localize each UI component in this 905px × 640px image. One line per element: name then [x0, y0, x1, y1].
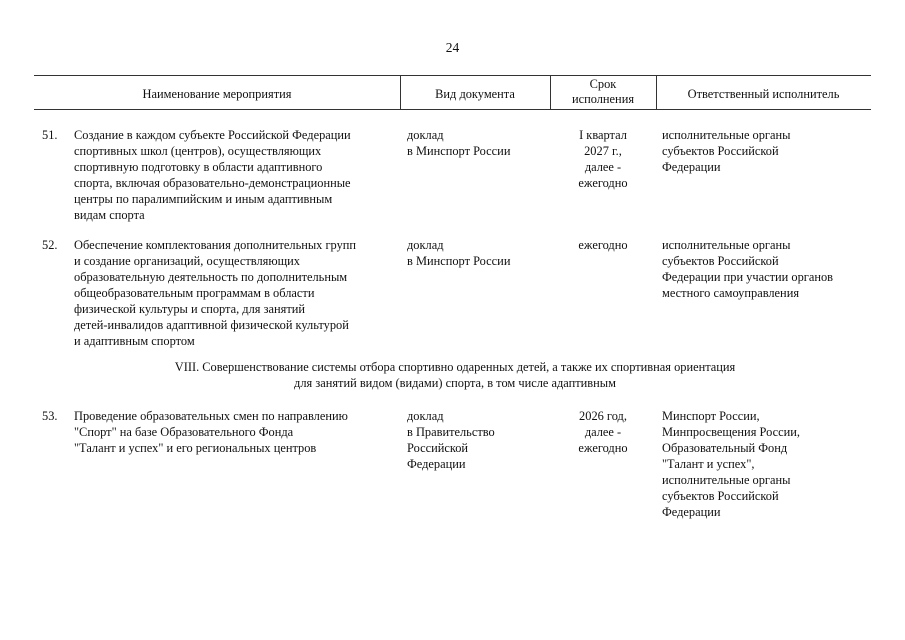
header-name: Наименование мероприятия: [142, 87, 292, 101]
row-deadline: I квартал 2027 г., далее - ежегодно: [578, 128, 628, 190]
row-deadline: ежегодно: [578, 238, 628, 252]
row-deadline: 2026 год, далее - ежегодно: [578, 409, 628, 455]
section-title: VIII. Совершенствование системы отбора спортивно одаренных детей, а также их спортивная ориентация для занятий видом (видами) спорта, в том числе адаптивным: [174, 360, 736, 390]
row-number: 52.: [42, 238, 58, 252]
row-executor: исполнительные органы субъектов Российской Федерации: [662, 128, 791, 174]
table-header-rule: [34, 109, 871, 110]
row-doc-type: доклад в Минспорт России: [407, 128, 511, 158]
row-executor: Минспорт России, Минпросвещения России, Образовательный Фонд "Талант и успех", исполнительные органы субъектов Российской Федерации: [662, 409, 800, 519]
row-number: 51.: [42, 128, 58, 142]
row-doc-type: доклад в Правительство Российской Федерации: [407, 409, 495, 471]
row-doc-type: доклад в Минспорт России: [407, 238, 511, 268]
row-name: Проведение образовательных смен по направлению "Спорт" на базе Образовательного Фонда "Талант и успех" и его региональных центров: [74, 409, 348, 455]
table-top-rule: [34, 75, 871, 76]
row-name: Создание в каждом субъекте Российской Федерации спортивных школ (центров), осуществляющих спортивную подготовку в области адаптивного спорта, включая образовательно-демонстрационные центры по паралимпийским и иным адаптивным видам спорта: [74, 128, 351, 222]
row-name: Обеспечение комплектования дополнительных групп и создание организаций, осуществляющих образовательную деятельность по дополнительным общеобразовательным программам в области физической культуры и спорта, для занятий детей-инвалидов адаптивной физической культурой и адаптивным спортом: [74, 238, 357, 348]
header-executor: Ответственный исполнитель: [687, 87, 840, 101]
row-executor: исполнительные органы субъектов Российской Федерации при участии органов местного самоуправления: [662, 238, 834, 300]
header-deadline: Срок исполнения: [571, 77, 635, 106]
header-doc-type: Вид документа: [435, 87, 515, 101]
row-number: 53.: [42, 409, 58, 423]
page-number: 24: [445, 40, 460, 55]
